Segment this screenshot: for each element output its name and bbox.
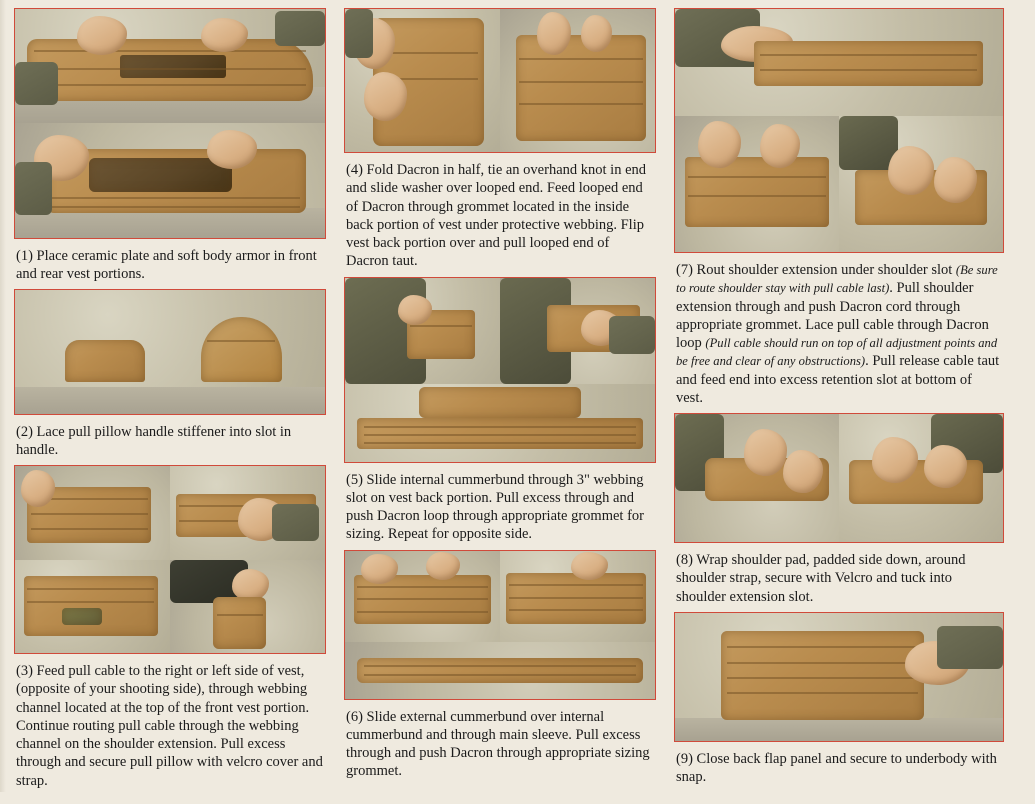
figure-2-pane-1 xyxy=(15,290,325,413)
figure-1 xyxy=(14,8,326,239)
column-1 xyxy=(14,8,326,790)
step-6-number: (6) xyxy=(346,708,363,725)
figure-1-pane-1 xyxy=(15,9,325,123)
figure-8 xyxy=(674,413,1004,543)
figure-7-pane-3 xyxy=(839,116,1003,252)
figure-3-pane-2 xyxy=(170,466,325,559)
step-6-text: Slide external cummerbund over internal cummerbund and through main sleeve. Pull excess through and push Dacron through appropriate sizing grommet. xyxy=(346,708,650,780)
step-3-number: (3) xyxy=(16,663,33,680)
step-4-caption xyxy=(344,159,656,271)
step-5-text: Slide internal cummerbund through 3" webbing slot on vest back portion. Pull excess through and push Dacron loop through appropriate grommet for sizing. Repeat for opposite side. xyxy=(346,471,644,543)
step-7-caption xyxy=(674,259,1004,407)
step-7-text-part-1: Rout shoulder extension under shoulder slot xyxy=(696,262,956,278)
figure-3 xyxy=(14,465,326,654)
figure-8-pane-2 xyxy=(839,414,1003,542)
figure-3-pane-4 xyxy=(170,560,325,653)
figure-4-pane-1 xyxy=(345,9,500,152)
figure-8-pane-1 xyxy=(675,414,839,542)
figure-6-pane-2 xyxy=(500,551,655,643)
figure-4 xyxy=(344,8,656,153)
figure-5-pane-3 xyxy=(345,384,655,461)
step-1-text: Place ceramic plate and soft body armor in front and rear vest portions. xyxy=(16,247,317,283)
figure-9-pane-1 xyxy=(675,613,1003,741)
step-7-text-part-3: . Pull release cable taut and feed end into excess retention slot at bottom of vest. xyxy=(676,353,1000,406)
figure-3-pane-3 xyxy=(15,560,170,653)
step-1-number: (1) xyxy=(16,247,33,264)
step-7-italic-note-2: (Pull cable should run on top of all adjustment points and be free and clear of any obstructions) xyxy=(676,336,998,369)
step-8-number: (8) xyxy=(676,552,693,569)
step-3-text: Feed pull cable to the right or left side of vest, (opposite of your shooting side), through webbing channel located at the top of the front vest portion. Continue routing pull cable through the webbing channel on the shoulder extension. Pull excess through and secure pull pillow with velcro cover and strap. xyxy=(16,663,323,789)
step-5-number: (5) xyxy=(346,471,363,488)
step-8-text: Wrap shoulder pad, padded side down, around shoulder strap, secure with Velcro and tuck into shoulder extension slot. xyxy=(676,552,966,605)
step-3-caption xyxy=(14,660,326,790)
figure-6-pane-3 xyxy=(345,642,655,698)
column-2 xyxy=(344,8,656,790)
figure-6-pane-1 xyxy=(345,551,500,643)
column-3 xyxy=(674,8,1004,790)
step-9-caption xyxy=(674,748,1004,787)
step-2-caption xyxy=(14,421,326,460)
step-2-number: (2) xyxy=(16,423,33,440)
figure-9 xyxy=(674,612,1004,742)
figure-1-pane-2 xyxy=(15,123,325,237)
figure-6 xyxy=(344,550,656,700)
page-bottom-margin xyxy=(0,792,1035,804)
page-left-edge xyxy=(0,0,6,804)
figure-5-pane-2 xyxy=(500,278,655,385)
step-7-italic-note-1: (Be sure to route shoulder stay with pull cable last) xyxy=(676,263,998,296)
step-6-caption xyxy=(344,706,656,781)
step-2-text: Lace pull pillow handle stiffener into slot in handle. xyxy=(16,423,292,458)
figure-3-pane-1 xyxy=(15,466,170,559)
step-7-number: (7) xyxy=(676,262,693,278)
figure-7-pane-1 xyxy=(675,9,1003,116)
step-7-text-part-2: . Pull shoulder extension through and push Dacron cord through appropriate grommet. Lace pull cable through Dacron loop xyxy=(676,280,989,352)
figure-4-pane-2 xyxy=(500,9,655,152)
columns-container xyxy=(14,8,1025,790)
step-4-number: (4) xyxy=(346,162,363,178)
figure-7-pane-2 xyxy=(675,116,839,252)
step-9-text: Close back flap panel and secure to underbody with snap. xyxy=(676,750,997,786)
figure-5-pane-1 xyxy=(345,278,500,385)
figure-5 xyxy=(344,277,656,463)
step-5-caption xyxy=(344,469,656,544)
step-1-caption xyxy=(14,245,326,284)
step-9-number: (9) xyxy=(676,750,693,767)
figure-7 xyxy=(674,8,1004,253)
figure-2 xyxy=(14,289,326,414)
step-4-text: Fold Dacron in half, tie an overhand knot in end and slide washer over looped end. Feed looped end of Dacron through grommet located in the inside back portion of vest under protective webbing. Flip vest back portion over and pull looped end of Dacron taut. xyxy=(346,162,647,270)
step-8-caption xyxy=(674,549,1004,606)
